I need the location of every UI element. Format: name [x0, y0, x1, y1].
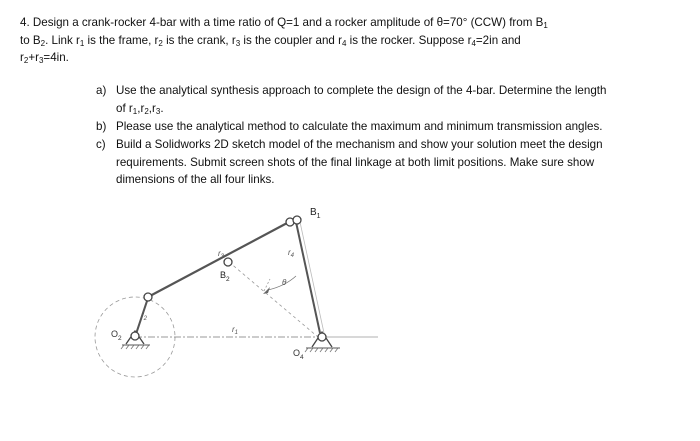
part-c-text: Build a Solidworks 2D sketch model of the mechanism and show your solution meet the design requirements. Submit screen shots of the final linkage at both limit positions. Make sure show dimensions of the all four links. [116, 138, 603, 186]
joint-b2 [224, 258, 232, 266]
label-r3: $r_3$ [218, 249, 225, 260]
part-a-label: a) [96, 84, 107, 97]
coupler-link-r3 [148, 222, 289, 297]
label-r1: $r_1$ [232, 325, 239, 336]
label-o4: $O_4$ [293, 348, 304, 361]
label-theta: θ [282, 278, 287, 287]
rocker-position-b2-line [229, 262, 318, 337]
part-b-label: b) [96, 120, 107, 133]
rocker-link-r4-shadow [300, 222, 324, 333]
label-r4: $r_4$ [288, 248, 295, 259]
label-o2: $O_2$ [111, 329, 122, 342]
part-b-text: Please use the analytical method to calculate the maximum and minimum transmission angles. [116, 120, 603, 133]
part-c-label: c) [96, 138, 106, 151]
part-a-text: Use the analytical synthesis approach to complete the design of the 4-bar. Determine the length of $r_1,r_2,r_3$. [116, 84, 607, 116]
label-b2: $B_2$ [220, 270, 230, 283]
problem-line-2: to $B_2$. Link $r_1$ is the frame, $r_2$ is the crank, $r_3$ is the coupler and $r_4$ is the rocker. Suppose $r_4=2in$ and [20, 33, 521, 48]
problem-line-1: 4. Design a crank-rocker 4-bar with a time ratio of Q=1 and a rocker amplitude of θ=70° (CCW) from $B_1$ [20, 16, 548, 30]
joint-crank-coupler [144, 293, 152, 301]
label-b1: $B_1$ [310, 207, 321, 220]
problem-line-3: $r_2+r_3=4in$. [20, 51, 69, 65]
label-r2: $r_2$ [141, 311, 148, 322]
joint-b1-right [293, 216, 301, 224]
ground-pivot-o4 [305, 332, 340, 352]
rocker-link-r4 [296, 222, 320, 333]
ground-pivot-o2 [121, 331, 150, 349]
